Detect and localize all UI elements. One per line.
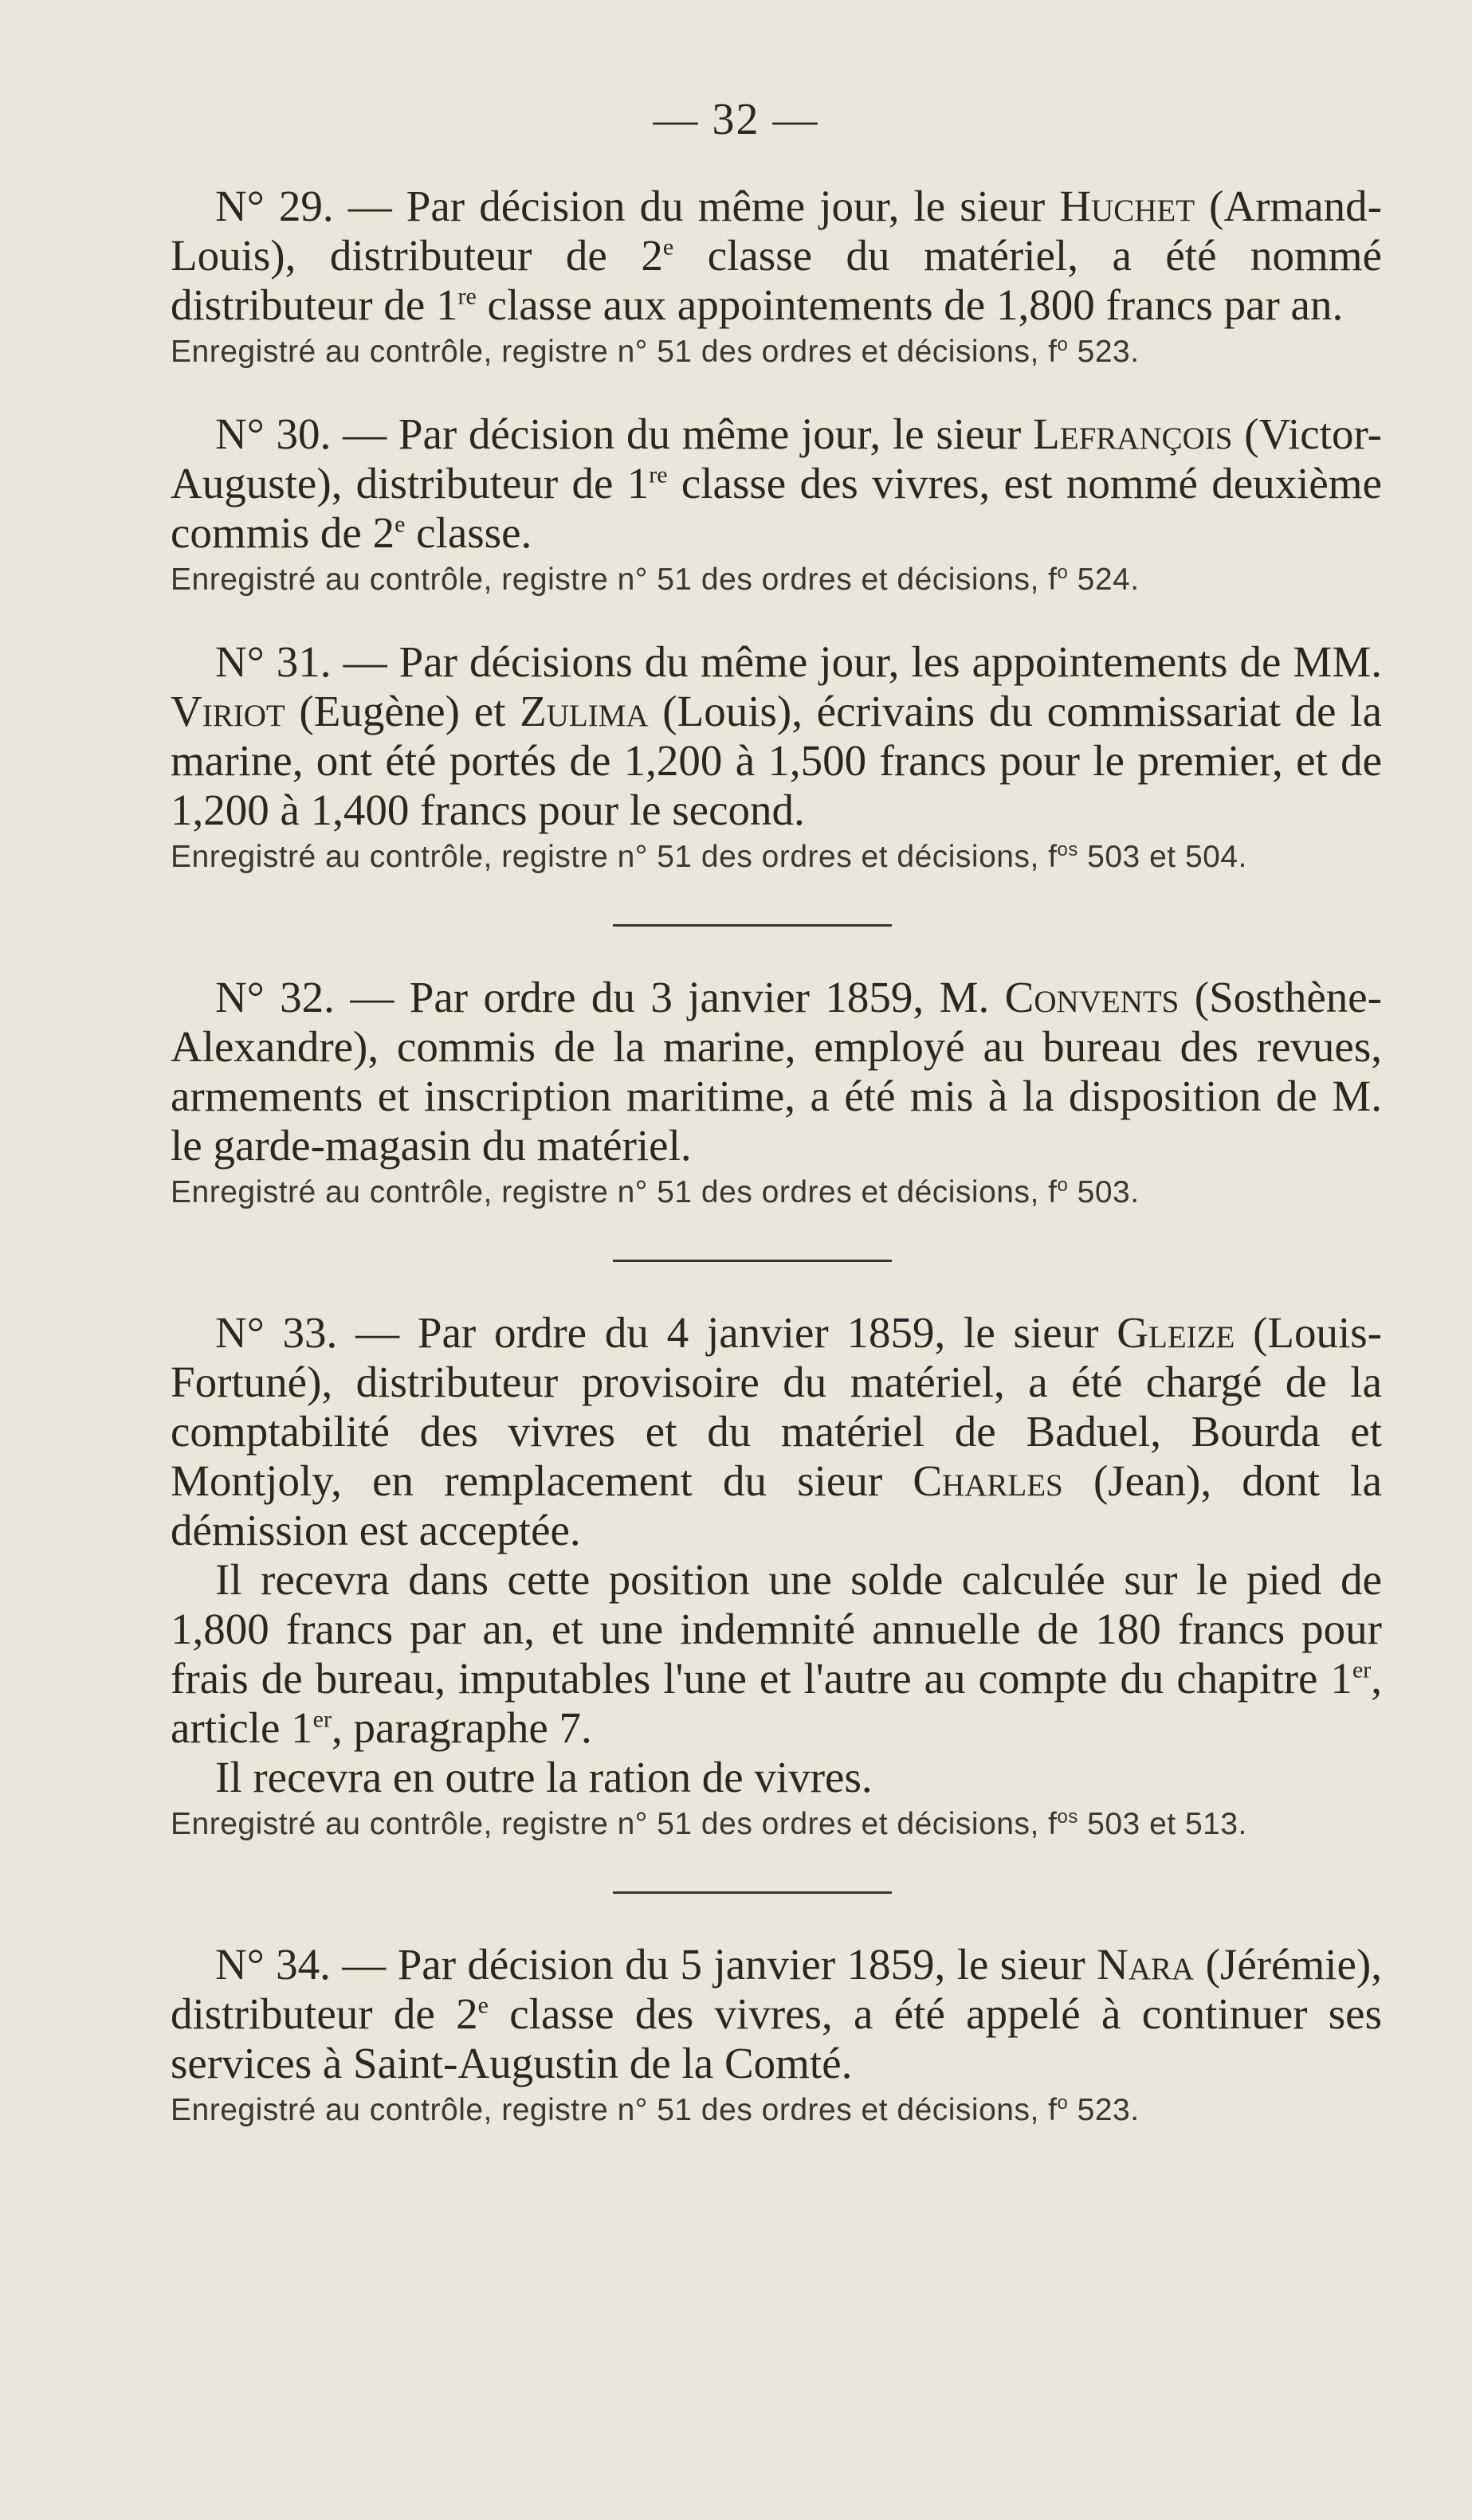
- register-note: [171, 1804, 1382, 1845]
- section-divider: [613, 924, 892, 927]
- page-number: — 32 —: [653, 95, 819, 144]
- spacer: [171, 373, 1382, 410]
- note-text: Enregistré au contrôle, registre n° 51 des ordres et décisions, f: [171, 840, 1058, 874]
- entry-body: classe des vivres, est nommé deuxième commis de 2: [171, 459, 1382, 557]
- text-column: [171, 182, 1382, 2131]
- person-name: Lefrançois: [1033, 410, 1233, 458]
- entry-33-paragraph-2: [171, 1555, 1382, 1753]
- register-note: [171, 331, 1382, 373]
- note-text: Enregistré au contrôle, registre n° 51 des ordres et décisions, f: [171, 562, 1058, 597]
- note-text: Enregistré au contrôle, registre n° 51 des ordres et décisions, f: [171, 1807, 1058, 1841]
- entry-29: [171, 182, 1382, 373]
- entry-33-text: [171, 1308, 1382, 1555]
- entry-34-text: [171, 1940, 1382, 2088]
- entry-number: N° 33.: [215, 1308, 338, 1357]
- spacer: [171, 601, 1382, 637]
- note-text: 503.: [1068, 1175, 1140, 1209]
- note-text: Enregistré au contrôle, registre n° 51 des ordres et décisions, f: [171, 2093, 1058, 2127]
- person-name: Nara: [1097, 1940, 1195, 1989]
- entry-33-paragraph-3: Il recevra en outre la ration de vivres.: [215, 1753, 873, 1801]
- entry-33: [171, 1308, 1382, 1845]
- superscript: o: [1057, 334, 1069, 355]
- superscript: o: [1057, 1174, 1069, 1196]
- entry-body: (Sosthène-Alexandre), commis de la marine, employé au bureau des revues, armements et inscription maritime, a été mis à la disposition de M. le garde-magasin du matériel.: [171, 973, 1382, 1170]
- entry-34: [171, 1940, 1382, 2131]
- note-text: 523.: [1068, 335, 1140, 369]
- entry-body: — Par décision du même jour, le sieur: [347, 182, 1060, 230]
- superscript: o: [1057, 2092, 1069, 2114]
- entry-body: classe du matériel, a été nommé distributeur de 1: [171, 231, 1382, 329]
- superscript: er: [1352, 1656, 1372, 1683]
- person-name: Huchet: [1059, 182, 1195, 230]
- register-note: [171, 837, 1382, 878]
- entry-number: N° 29.: [215, 182, 334, 230]
- entry-body: (Jean), dont la démission est acceptée.: [171, 1456, 1382, 1554]
- entry-body: , article 1: [171, 1654, 1382, 1752]
- register-note: [171, 1172, 1382, 1213]
- entry-31: [171, 637, 1382, 878]
- entry-body: (Louis-Fortuné), distributeur provisoire du matériel, a été chargé de la comptabilité des vivres et du matériel de Baduel, Bourda et Montjoly, en remplacement du sieur: [171, 1308, 1383, 1505]
- person-name: Viriot: [171, 687, 285, 735]
- superscript: e: [394, 511, 406, 538]
- entry-body: — Par décision du 5 janvier 1859, le sieur: [342, 1940, 1097, 1989]
- person-name: Convents: [1004, 973, 1180, 1021]
- entry-body: (Eugène) et: [285, 687, 520, 735]
- register-note: [171, 559, 1382, 601]
- entry-body: , paragraphe 7.: [331, 1703, 592, 1752]
- entry-body: classe des vivres, a été appelé à continuer ses services à Saint-Augustin de la Comté.: [171, 1989, 1382, 2087]
- entry-body: — Par ordre du 4 janvier 1859, le sieur: [355, 1308, 1117, 1357]
- note-text: 523.: [1068, 2093, 1140, 2127]
- superscript: re: [649, 461, 668, 488]
- note-text: 503 et 513.: [1078, 1807, 1247, 1841]
- entry-31-text: [171, 637, 1382, 835]
- person-name: Charles: [913, 1456, 1063, 1505]
- note-text: 503 et 504.: [1078, 840, 1247, 874]
- entry-32: [171, 973, 1382, 1213]
- superscript: os: [1057, 839, 1078, 860]
- section-divider: [613, 1260, 892, 1262]
- entry-body: (Armand-Louis), distributeur de 2: [171, 182, 1382, 280]
- entry-body: (Jérémie), distributeur de 2: [171, 1940, 1382, 2038]
- superscript: o: [1057, 562, 1069, 583]
- entry-number: N° 32.: [215, 973, 335, 1021]
- entry-body: — Par décision du même jour, le sieur: [343, 410, 1034, 458]
- entry-number: N° 34.: [215, 1940, 331, 1989]
- superscript: os: [1057, 1806, 1078, 1828]
- entry-32-text: [171, 973, 1382, 1170]
- superscript: re: [457, 283, 477, 310]
- note-text: 524.: [1068, 562, 1140, 597]
- register-note: [171, 2090, 1382, 2131]
- entry-body: Il recevra dans cette position une solde calculée sur le pied de 1,800 francs par an, et une indemnité annuelle de 180 francs pour frais de bureau, imputables l'une et l'autre au compte du chapitre 1: [171, 1555, 1382, 1703]
- entry-body: (Victor-Auguste), distributeur de 1: [171, 410, 1382, 508]
- entry-number: N° 30.: [215, 410, 332, 458]
- entry-number: N° 31.: [215, 637, 332, 686]
- entry-body: (Louis), écrivains du commissariat de la marine, ont été portés de 1,200 à 1,500 francs pour le premier, et de 1,200 à 1,400 francs pour le second.: [171, 687, 1382, 834]
- entry-body: classe aux appointements de 1,800 francs par an.: [476, 280, 1344, 329]
- entry-30-text: [171, 410, 1382, 558]
- section-divider: [613, 1891, 892, 1894]
- note-text: Enregistré au contrôle, registre n° 51 des ordres et décisions, f: [171, 1175, 1058, 1209]
- superscript: er: [312, 1706, 332, 1733]
- entry-body: — Par décisions du même jour, les appointements de MM.: [343, 637, 1382, 686]
- entry-30: [171, 410, 1382, 601]
- person-name: Zulima: [520, 687, 649, 735]
- superscript: e: [662, 233, 674, 261]
- note-text: Enregistré au contrôle, registre n° 51 des ordres et décisions, f: [171, 335, 1058, 369]
- superscript: e: [477, 1992, 489, 2019]
- entry-29-text: [171, 182, 1382, 330]
- entry-body: — Par ordre du 3 janvier 1859, M.: [350, 973, 1005, 1021]
- entry-body: classe.: [405, 508, 532, 557]
- person-name: Gleize: [1117, 1308, 1235, 1357]
